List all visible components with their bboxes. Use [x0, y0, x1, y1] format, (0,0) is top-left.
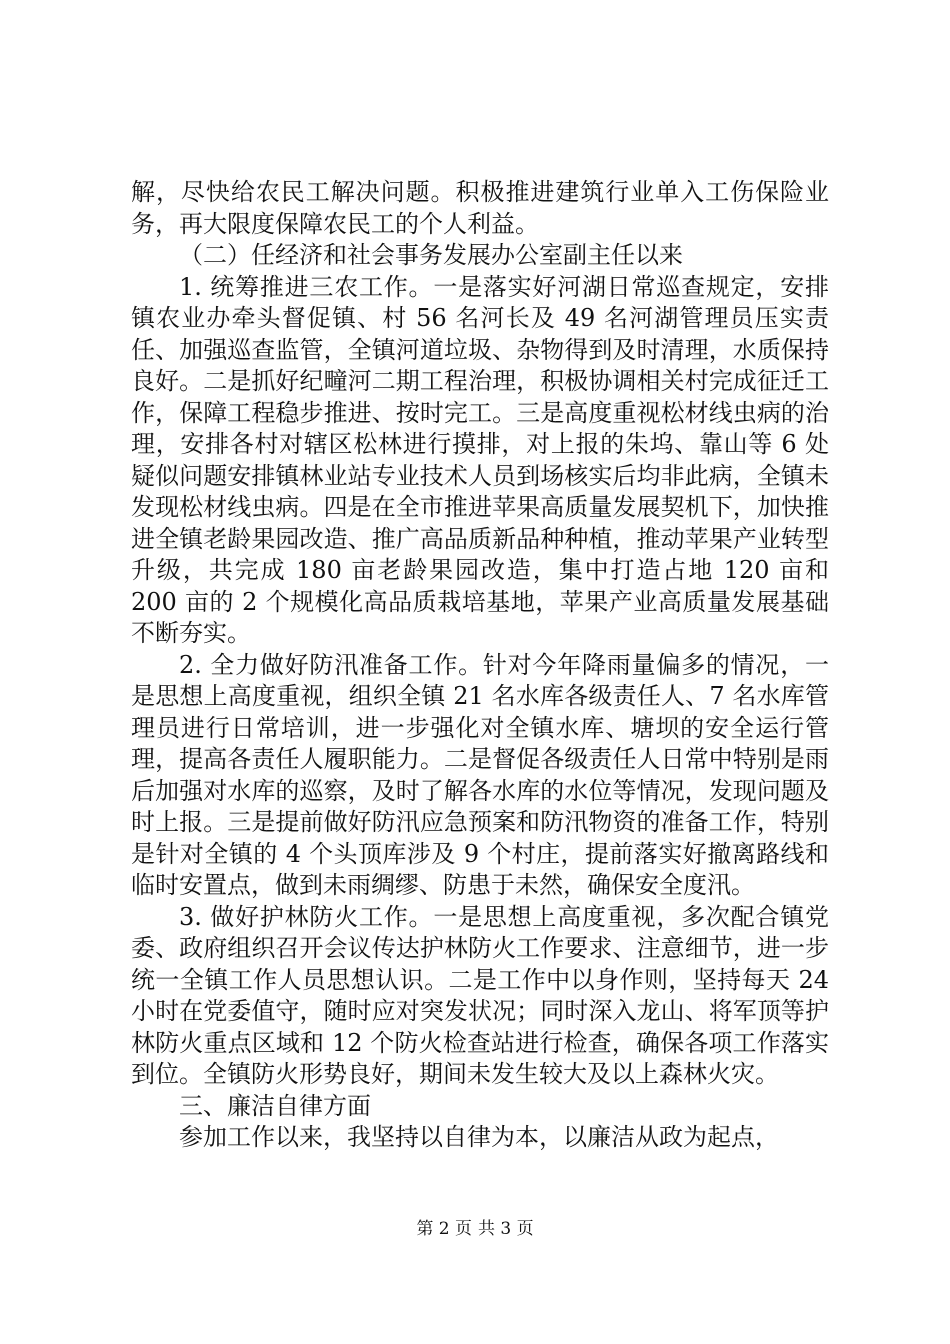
paragraph-continuation: 解，尽快给农民工解决问题。积极推进建筑行业单入工伤保险业务，再大限度保障农民工的个人利益。: [131, 178, 829, 238]
section-heading-2: （二）任经济和社会事务发展办公室副主任以来: [179, 241, 683, 269]
page-number: 第 2 页: [416, 1219, 472, 1239]
section-heading-3: 三、廉洁自律方面: [179, 1091, 371, 1120]
page-total: 共 3 页: [478, 1219, 534, 1239]
paragraph-item-1: 1. 统筹推进三农工作。一是落实好河湖日常巡查规定，安排镇农业办牵头督促镇、村 56 名河长及 49 名河湖管理员压实责任、加强巡查监管，全镇河道垃圾、杂物得到及时清理，水质保持良好。二是抓好纪疃河二期工程治理，积极协调相关村完成征迁工作，保障工程稳步推进、按时完工。三是高度重视松材线虫病的治理，安排各村对辖区松林进行摸排，对上报的朱坞、靠山等 6 处疑似问题安排镇林业站专业技术人员到场核实后均非此病，全镇未发现松材线虫病。四是在全市推进苹果高质量发展契机下，加快推进全镇老龄果园改造、推广高品质新品种种植，推动苹果产业转型升级，共完成 180 亩老龄果园改造，集中打造占地 120 亩和 200 亩的 2 个规模化高品质栽培基地，苹果产业高质量发展基础不断夯实。: [131, 272, 829, 647]
paragraph-closing: 参加工作以来，我坚持以自律为本，以廉洁从政为起点，: [179, 1123, 779, 1151]
document-body: [131, 177, 829, 1154]
page-footer: [0, 1214, 950, 1239]
paragraph-item-2: 2. 全力做好防汛准备工作。针对今年降雨量偏多的情况，一是思想上高度重视，组织全镇 21 名水库各级责任人、7 名水库管理员进行日常培训，进一步强化对全镇水库、塘坝的安全运行管理，提高各责任人履职能力。二是督促各级责任人日常中特别是雨后加强对水库的巡察，及时了解各水库的水位等情况，发现问题及时上报。三是提前做好防汛应急预案和防汛物资的准备工作，特别是针对全镇的 4 个头顶库涉及 9 个村庄，提前落实好撤离路线和临时安置点，做到未雨绸缪、防患于未然，确保安全度汛。: [131, 650, 829, 899]
paragraph-item-3: 3. 做好护林防火工作。一是思想上高度重视，多次配合镇党委、政府组织召开会议传达护林防火工作要求、注意细节，进一步统一全镇工作人员思想认识。二是工作中以身作则，坚持每天 24 小时在党委值守，随时应对突发状况；同时深入龙山、将军顶等护林防火重点区域和 12 个防火检查站进行检查，确保各项工作落实到位。全镇防火形势良好，期间未发生较大及以上森林火灾。: [131, 902, 829, 1088]
